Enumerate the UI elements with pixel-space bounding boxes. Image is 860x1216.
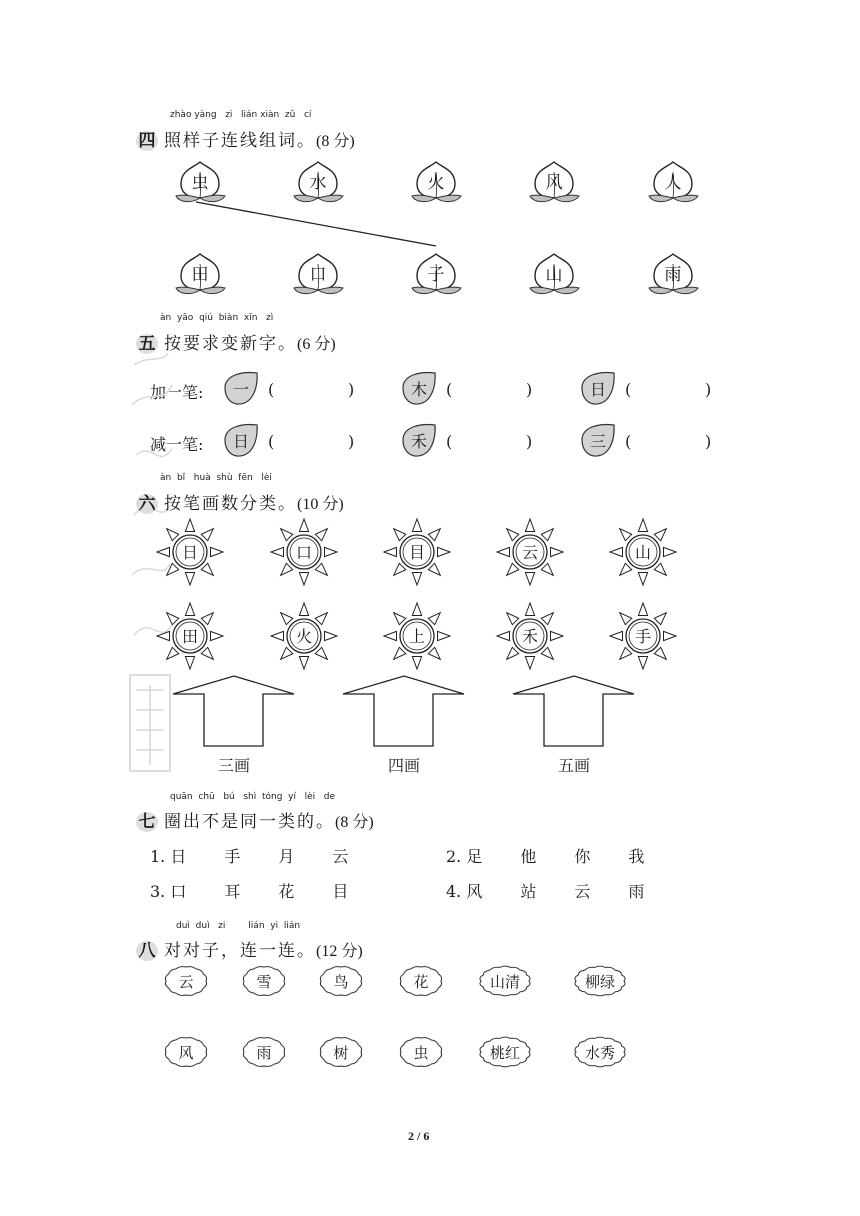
peach-char-label: 虫 <box>191 173 209 193</box>
leaf-char <box>400 369 438 407</box>
peach-char[interactable] <box>646 250 700 296</box>
s7-pinyin: quān chū bú shì tóng yí lèi de <box>170 792 335 802</box>
peach-char[interactable] <box>527 250 581 296</box>
answer-paren-open[interactable]: ( <box>625 380 632 399</box>
sun-char[interactable] <box>381 600 453 672</box>
page-number: 2 / 6 <box>408 1129 430 1143</box>
sun-char-label: 口 <box>295 543 312 562</box>
couplet-word[interactable] <box>573 1035 627 1069</box>
leaf-char <box>579 421 617 459</box>
s7-group-4: 4. 风 站 云 雨 <box>446 882 645 901</box>
sun-char-label: 田 <box>181 627 198 646</box>
peach-char-label: 子 <box>427 265 445 285</box>
couplet-word[interactable] <box>478 1035 532 1069</box>
couplet-word-label: 树 <box>333 1044 349 1062</box>
peach-char[interactable] <box>173 250 227 296</box>
section-title: 按笔画数分类。 <box>164 494 297 514</box>
section-score: (8 分) <box>316 133 355 150</box>
sun-char[interactable] <box>154 516 226 588</box>
sun-char[interactable] <box>381 516 453 588</box>
section-number: 四 <box>136 131 158 151</box>
section-score: (6 分) <box>297 336 336 353</box>
couplet-word-label: 云 <box>178 973 194 991</box>
sun-char-label: 上 <box>408 627 425 646</box>
leaf-char-label: 日 <box>589 380 606 399</box>
peach-char-label: 田 <box>191 265 209 285</box>
answer-paren-open[interactable]: ( <box>446 432 453 451</box>
peach-char[interactable] <box>409 250 463 296</box>
answer-paren-close[interactable]: ) <box>705 380 712 399</box>
sort-bin-arrow[interactable] <box>342 674 466 748</box>
sun-char-label: 禾 <box>521 627 538 646</box>
couplet-word[interactable] <box>241 964 287 998</box>
s7-group-3: 3. 口 耳 花 目 <box>150 882 349 901</box>
peach-char-label: 人 <box>664 173 682 193</box>
couplet-word[interactable] <box>398 964 444 998</box>
sun-char-label: 手 <box>634 627 651 646</box>
s6-pinyin: àn bǐ huà shù fēn lèi <box>160 473 272 483</box>
couplet-word-label: 鸟 <box>333 973 349 991</box>
peach-char[interactable] <box>527 158 581 204</box>
section-score: (8 分) <box>335 814 374 831</box>
leaf-char <box>222 421 260 459</box>
leaf-char <box>222 369 260 407</box>
leaf-char-label: 日 <box>232 432 249 451</box>
couplet-word-label: 雪 <box>256 973 272 991</box>
s8-heading <box>136 936 363 961</box>
section-title: 照样子连线组词。 <box>164 131 316 151</box>
leaf-char <box>579 369 617 407</box>
couplet-word-label: 桃红 <box>489 1044 520 1062</box>
couplet-word-label: 虫 <box>413 1044 429 1062</box>
peach-char-label: 火 <box>427 173 445 193</box>
peach-char-label: 风 <box>545 173 563 193</box>
s5-row-label: 加一笔: <box>150 383 204 402</box>
section-score: (10 分) <box>297 496 344 513</box>
section-number: 六 <box>136 494 158 514</box>
s7-group-2: 2. 足 他 你 我 <box>446 847 645 866</box>
s5-row-label: 减一笔: <box>150 435 204 454</box>
sun-char[interactable] <box>607 516 679 588</box>
peach-char-label: 雨 <box>664 265 682 285</box>
couplet-word[interactable] <box>478 964 532 998</box>
peach-char[interactable] <box>646 158 700 204</box>
s6-heading <box>136 489 344 514</box>
leaf-char-label: 一 <box>232 380 249 399</box>
s4-heading <box>136 126 355 151</box>
peach-char-label: 水 <box>309 173 327 193</box>
couplet-word-label: 柳绿 <box>584 973 615 991</box>
sort-bin-label: 四画 <box>388 756 421 775</box>
peach-char-label: 口 <box>309 265 327 285</box>
s8-pinyin: duì duì zi lián yi lián <box>176 921 301 931</box>
answer-paren-open[interactable]: ( <box>625 432 632 451</box>
couplet-word[interactable] <box>163 1035 209 1069</box>
couplet-word[interactable] <box>318 964 364 998</box>
answer-paren-open[interactable]: ( <box>446 380 453 399</box>
answer-paren-close[interactable]: ) <box>526 432 533 451</box>
sort-bin-arrow[interactable] <box>512 674 636 748</box>
s4-pinyin: zhào yàng zi lián xiàn zǔ cí <box>170 110 312 120</box>
peach-char[interactable] <box>409 158 463 204</box>
section-number: 八 <box>136 941 158 961</box>
peach-char-label: 山 <box>545 265 563 285</box>
leaf-char-label: 三 <box>589 432 606 451</box>
couplet-word-label: 雨 <box>256 1044 272 1062</box>
section-title: 圈出不是同一类的。 <box>164 812 335 832</box>
answer-paren-close[interactable]: ) <box>705 432 712 451</box>
sun-char[interactable] <box>494 600 566 672</box>
section-score: (12 分) <box>316 943 363 960</box>
couplet-word-label: 风 <box>178 1044 194 1062</box>
answer-paren-close[interactable]: ) <box>348 380 355 399</box>
peach-char[interactable] <box>291 250 345 296</box>
sun-char[interactable] <box>494 516 566 588</box>
peach-char[interactable] <box>173 158 227 204</box>
section-title: 对对子，连一连。 <box>164 941 316 961</box>
couplet-word-label: 花 <box>413 973 429 991</box>
sun-char[interactable] <box>268 516 340 588</box>
answer-paren-close[interactable]: ) <box>526 380 533 399</box>
sun-char-label: 云 <box>521 543 538 562</box>
sun-char-label: 火 <box>295 627 312 646</box>
leaf-char <box>400 421 438 459</box>
section-number: 七 <box>136 812 158 832</box>
s5-pinyin: àn yāo qiú biàn xīn zì <box>160 313 274 323</box>
section-title: 按要求变新字。 <box>164 334 297 354</box>
couplet-word-label: 山清 <box>489 973 520 991</box>
leaf-char-label: 禾 <box>410 432 427 451</box>
section-number: 五 <box>136 334 158 354</box>
sun-char-label: 山 <box>634 543 651 562</box>
answer-paren-close[interactable]: ) <box>348 432 355 451</box>
sort-bin-arrow[interactable] <box>172 674 296 748</box>
s7-heading <box>136 807 374 832</box>
couplet-word[interactable] <box>573 964 627 998</box>
s7-group-1: 1. 日 手 月 云 <box>150 847 349 866</box>
couplet-word-label: 水秀 <box>584 1044 615 1062</box>
couplet-word[interactable] <box>398 1035 444 1069</box>
sort-bin-label: 三画 <box>218 756 251 775</box>
sun-char-label: 日 <box>181 543 198 562</box>
couplet-word[interactable] <box>163 964 209 998</box>
couplet-word[interactable] <box>241 1035 287 1069</box>
sun-char-label: 目 <box>408 543 425 562</box>
sun-char[interactable] <box>607 600 679 672</box>
sun-char[interactable] <box>154 600 226 672</box>
leaf-char-label: 木 <box>410 380 427 399</box>
sort-bin-label: 五画 <box>558 756 591 775</box>
answer-paren-open[interactable]: ( <box>268 432 275 451</box>
couplet-word[interactable] <box>318 1035 364 1069</box>
peach-char[interactable] <box>291 158 345 204</box>
sun-char[interactable] <box>268 600 340 672</box>
answer-paren-open[interactable]: ( <box>268 380 275 399</box>
